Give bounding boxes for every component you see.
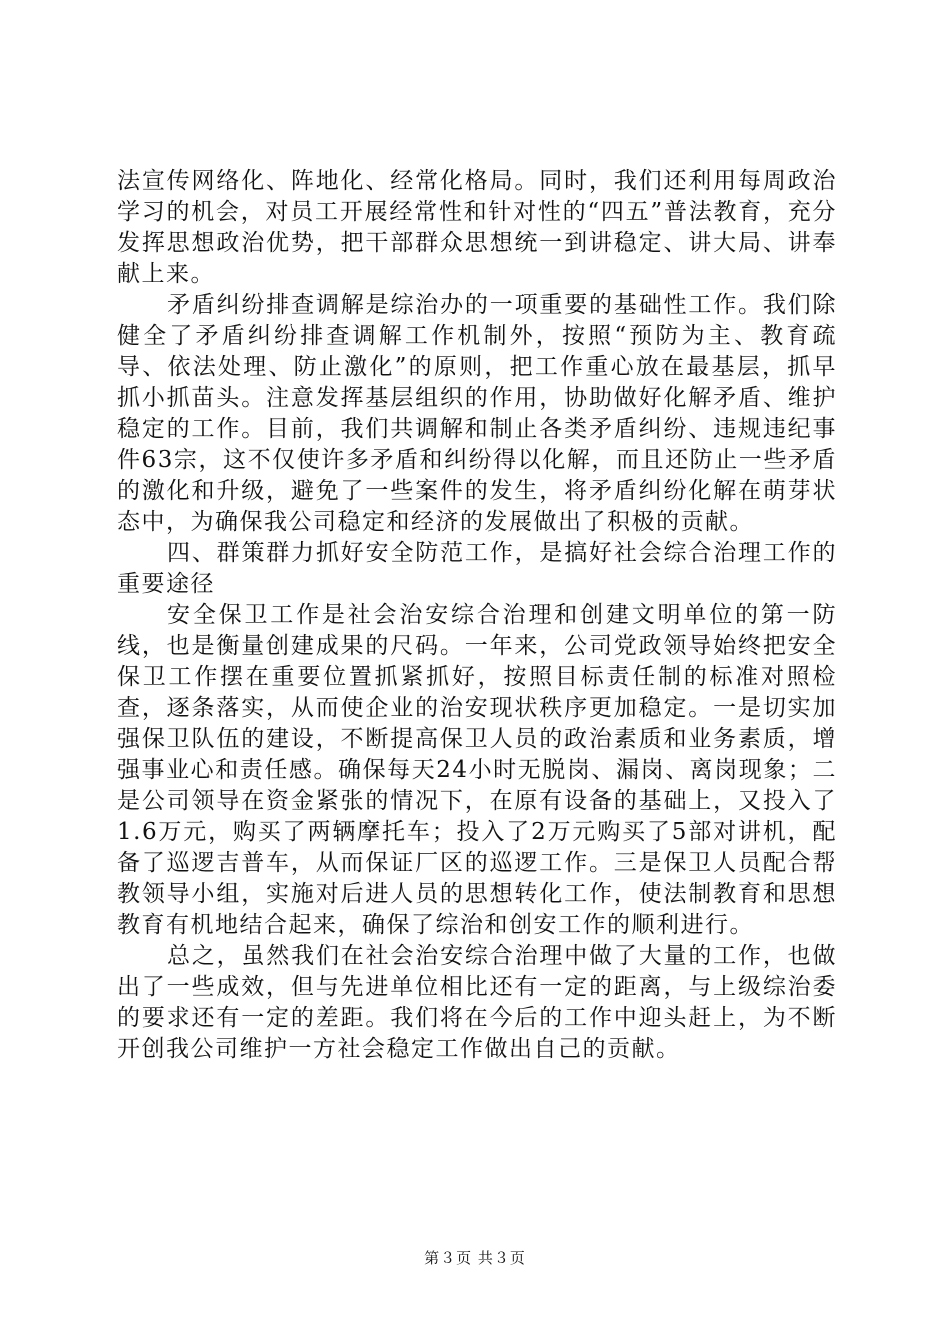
section-heading-4: 四、群策群力抓好安全防范工作，是搞好社会综合治理工作的重要途径 xyxy=(117,540,837,597)
paragraph-1: 法宣传网络化、阵地化、经常化格局。同时，我们还利用每周政治学习的机会，对员工开展经常性和针对性的“四五”普法教育，充分发挥思想政治优势，把干部群众思想统一到讲稳定、讲大局、讲奉献上来。 xyxy=(117,168,837,287)
document-body xyxy=(117,166,837,1065)
paragraph-3: 安全保卫工作是社会治安综合治理和创建文明单位的第一防线，也是衡量创建成果的尺码。一年来，公司党政领导始终把安全保卫工作摆在重要位置抓紧抓好，按照目标责任制的标准对照检查，逐条落实，从而使企业的治安现状秩序更加稳定。一是切实加强保卫队伍的建设，不断提高保卫人员的政治素质和业务素质，增强事业心和责任感。确保每天24小时无脱岗、漏岗、离岗现象；二是公司领导在资金紧张的情况下，在原有设备的基础上，又投入了1.6万元，购买了两辆摩托车；投入了2万元购买了5部对讲机，配备了巡逻吉普车，从而保证厂区的巡逻工作。三是保卫人员配合帮教领导小组，实施对后进人员的思想转化工作，使法制教育和思想教育有机地结合起来，确保了综治和创安工作的顺利进行。 xyxy=(117,602,837,938)
page-number-footer: 第３页 共３页 xyxy=(424,1249,526,1267)
paragraph-2: 矛盾纠纷排查调解是综治办的一项重要的基础性工作。我们除健全了矛盾纠纷排查调解工作机制外，按照“预防为主、教育疏导、依法处理、防止激化”的原则，把工作重心放在最基层，抓早抓小抓苗头。注意发挥基层组织的作用，协助做好化解矛盾、维护稳定的工作。目前，我们共调解和制止各类矛盾纠纷、违规违纪事件63宗，这不仅使许多矛盾和纠纷得以化解，而且还防止一些矛盾的激化和升级，避免了一些案件的发生，将矛盾纠纷化解在萌芽状态中，为确保我公司稳定和经济的发展做出了积极的贡献。 xyxy=(117,292,837,535)
paragraph-conclusion: 总之，虽然我们在社会治安综合治理中做了大量的工作，也做出了一些成效，但与先进单位相比还有一定的距离，与上级综治委的要求还有一定的差距。我们将在今后的工作中迎头赶上，为不断开创我公司维护一方社会稳定工作做出自己的贡献。 xyxy=(117,943,837,1062)
